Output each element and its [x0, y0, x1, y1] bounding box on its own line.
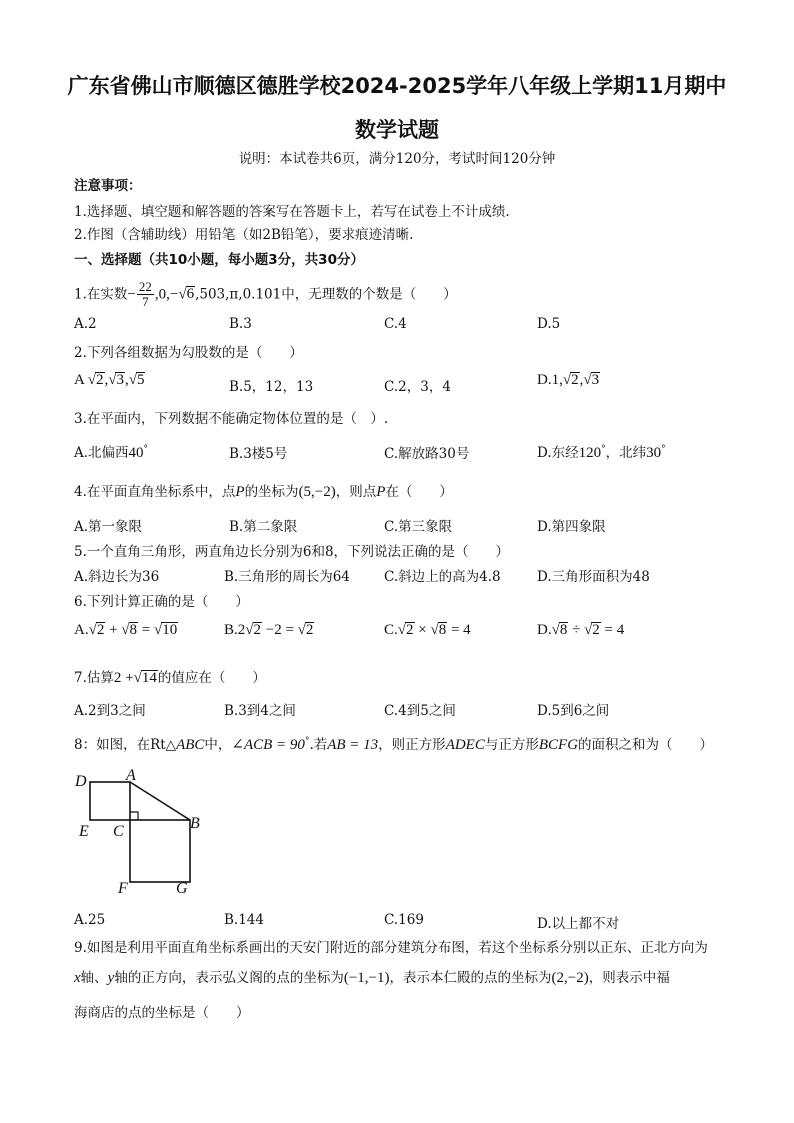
q6-b-label: B. — [224, 622, 238, 638]
q4-stem-a: 4.在平面直角坐标系中，点 — [74, 484, 236, 500]
q1-stem-text-c: ,503,π,0.101中，无理数的个数是（ ） — [195, 286, 457, 303]
q1-radicand: 6 — [186, 286, 195, 303]
q2-a-label: A — [74, 372, 85, 388]
q7-option-c[interactable]: C.4到5之间 — [384, 703, 456, 719]
q8-stem-e: 与正方形 — [484, 737, 539, 753]
q8-degree: ° — [304, 736, 310, 747]
q6-option-b[interactable]: B.2√2 −2 = √2 — [224, 622, 314, 638]
q6-c-rad-1: 2 — [406, 622, 414, 638]
q6-c-eq: = 4 — [450, 622, 471, 638]
notice-heading: 注意事项： — [74, 178, 142, 194]
q8-stem-f: 的面积之和为（ ） — [578, 737, 714, 753]
q1-minus: − — [127, 286, 136, 303]
q6-c-rad-2: 8 — [438, 622, 447, 638]
label-b: B — [190, 815, 200, 832]
q2-option-a[interactable]: A √2,√3,√5 — [74, 372, 145, 388]
q4-option-c[interactable]: C.第三象限 — [384, 519, 453, 535]
q8-square-1: ADEC — [445, 737, 485, 753]
q8-option-c[interactable]: C.169 — [384, 912, 424, 928]
q1-option-a[interactable]: A.2 — [74, 316, 97, 332]
question-6-stem: 6.下列计算正确的是（ ） — [74, 594, 249, 610]
q3-d-pre: D.东经 — [537, 445, 579, 461]
q8-angle: ∠ACB = 90 — [231, 737, 305, 753]
q6-d-eq: = 4 — [604, 622, 625, 638]
q9-y-axis: y — [107, 970, 115, 986]
q8-option-d[interactable]: D.以上都不对 — [537, 916, 620, 932]
q5-option-c[interactable]: C.斜边上的高为4.8 — [384, 569, 501, 585]
q3-d-degree-2: ° — [661, 444, 666, 455]
q6-d-label: D. — [537, 622, 552, 638]
q6-d-rad-1: 8 — [559, 622, 568, 638]
q5-option-b[interactable]: B.三角形的周长为64 — [224, 569, 350, 585]
q1-fraction — [137, 280, 154, 310]
label-e: E — [79, 823, 89, 840]
notice-item-2: 2.作图（含辅助线）用铅笔（如2B铅笔），要求痕迹清晰. — [74, 227, 414, 243]
q2-a-rad-1: 2 — [96, 372, 104, 388]
question-1-stem — [74, 280, 457, 310]
q6-d-op: ÷ — [572, 622, 581, 638]
q2-d-rad-1: 2 — [571, 372, 579, 388]
q6-b-rad-1: 2 — [253, 622, 261, 638]
label-a: A — [126, 767, 136, 784]
q2-option-d[interactable]: D.1,√2,√3 — [537, 372, 600, 388]
question-7-stem — [74, 666, 266, 687]
q6-a-rad-1: 2 — [96, 622, 105, 638]
q9-l2d: ，则表示中福 — [588, 970, 670, 986]
q9-l2b: 轴的正方向，表示弘义阁的点的坐标为 — [114, 970, 344, 986]
q7-sqrt-sign: √ — [133, 670, 142, 686]
q8-stem-c: .若 — [309, 737, 328, 753]
question-4-stem — [74, 480, 453, 501]
q4-option-a[interactable]: A.第一象限 — [74, 519, 143, 535]
q3-d-mid: ，北纬 — [605, 445, 647, 461]
q3-option-b[interactable]: B.3楼5号 — [229, 446, 288, 462]
q6-option-a[interactable]: A.√2 + √8 = √10 — [74, 622, 178, 638]
q4-point-p-2: P — [376, 484, 386, 500]
q3-d-value-2: 30 — [646, 445, 662, 461]
q6-b-pre: 2 — [237, 622, 246, 638]
question-3-stem: 3.在平面内，下列数据不能确定物体位置的是（ ）. — [74, 411, 389, 427]
question-9-line-1: 9.如图是利用平面直角坐标系画出的天安门附近的部分建筑分布图，若这个坐标系分别以正东、正北方向为 — [74, 940, 708, 956]
right-angle-mark — [130, 812, 138, 820]
q4-stem-d: 在（ ） — [385, 484, 453, 500]
q8-square-2: BCFG — [538, 737, 579, 753]
q6-a-rad-2: 8 — [129, 622, 138, 638]
label-c: C — [113, 823, 124, 840]
q4-coordinate: (5,−2) — [298, 484, 336, 500]
q9-l2a: 轴、 — [80, 970, 108, 986]
question-5-stem: 5.一个直角三角形，两直角边长分别为6和8，下列说法正确的是（ ） — [74, 544, 510, 560]
q1-stem-text-a: 1.在实数 — [74, 286, 128, 303]
q8-stem-a: 8：如图，在Rt△ — [74, 737, 177, 753]
label-f: F — [118, 880, 128, 897]
q5-option-d[interactable]: D.三角形面积为48 — [537, 569, 650, 585]
q1-frac-den: 7 — [142, 294, 149, 310]
q2-option-c[interactable]: C.2，3，4 — [384, 379, 451, 395]
q8-figure — [70, 762, 210, 902]
q6-b-op: −2 = — [265, 622, 294, 638]
exam-note: 说明：本试卷共6页，满分120分，考试时间120分钟 — [238, 151, 556, 167]
q1-sqrt-sign: √ — [178, 286, 187, 303]
q3-option-a[interactable] — [74, 441, 148, 462]
q2-option-b[interactable]: B.5，12，13 — [229, 379, 314, 395]
label-g: G — [176, 880, 188, 897]
q6-a-op: + — [109, 622, 118, 638]
q8-triangle: ABC — [176, 737, 205, 753]
q3-a-value: 40 — [128, 445, 144, 461]
q4-stem-c: ，则点 — [335, 484, 377, 500]
q3-d-degree-1: ° — [601, 444, 606, 455]
q4-option-d[interactable]: D.第四象限 — [537, 519, 606, 535]
question-2-stem: 2.下列各组数据为勾股数的是（ ） — [74, 345, 303, 361]
q7-option-a[interactable]: A.2到3之间 — [74, 703, 146, 719]
q7-option-b[interactable]: B.3到4之间 — [224, 703, 296, 719]
q1-option-b[interactable]: B.3 — [229, 316, 252, 332]
q8-option-a[interactable]: A.25 — [74, 912, 106, 928]
q6-a-rad-3: 10 — [162, 622, 178, 638]
q4-stem-b: 的坐标为 — [244, 484, 299, 500]
q3-a-pre: A.北偏西 — [74, 445, 129, 461]
square-adec — [90, 782, 130, 820]
q2-a-rad-2: 3 — [116, 372, 124, 388]
q6-d-rad-2: 2 — [592, 622, 600, 638]
q6-option-c[interactable]: C.√2 × √8 = 4 — [384, 622, 471, 638]
q8-ab-length: AB = 13 — [327, 737, 379, 753]
q3-a-degree: ° — [143, 444, 149, 455]
q6-option-d[interactable]: D.√8 ÷ √2 = 4 — [537, 622, 625, 638]
q6-b-rad-2: 2 — [305, 622, 314, 638]
q1-option-c[interactable]: C.4 — [384, 316, 407, 332]
label-d: D — [75, 773, 87, 790]
q1-option-d[interactable]: D.5 — [537, 316, 561, 332]
notice-item-1: 1.选择题、填空题和解答题的答案写在答题卡上，若写在试卷上不计成绩. — [74, 204, 510, 220]
q7-radicand: 14 — [141, 670, 157, 686]
q6-c-op: × — [418, 622, 427, 638]
q5-option-a[interactable]: A.斜边长为36 — [74, 569, 160, 585]
q4-option-b[interactable]: B.第二象限 — [229, 519, 298, 535]
question-9-line-3: 海商店的点的坐标是（ ） — [74, 1005, 250, 1021]
section-heading: 一、选择题（共10小题，每小题3分，共30分） — [74, 252, 364, 268]
q2-d-rad-2: 3 — [591, 372, 600, 388]
q8-stem-b: 中， — [204, 737, 232, 753]
q7-expr-pre: 2 + — [113, 670, 134, 686]
question-9-line-2 — [74, 966, 670, 987]
question-8-stem — [74, 733, 713, 754]
q2-a-rad-3: 5 — [136, 372, 145, 388]
square-bcfg — [130, 820, 190, 882]
q6-a-eq: = — [141, 622, 151, 638]
q7-stem-a: 7.估算 — [74, 670, 114, 686]
exam-title: 广东省佛山市顺德区德胜学校2024-2025学年八年级上学期11月期中 — [67, 74, 727, 98]
q6-a-label: A. — [74, 622, 89, 638]
exam-subject-title: 数学试题 — [355, 118, 439, 142]
q8-option-b[interactable]: B.144 — [224, 912, 264, 928]
q9-x-axis: x — [74, 970, 81, 986]
q4-point-p: P — [235, 484, 245, 500]
segment-ab — [130, 782, 190, 820]
q3-option-d[interactable] — [537, 441, 666, 462]
q2-d-label: D.1, — [537, 372, 563, 388]
q1-frac-num: 22 — [138, 279, 152, 294]
q6-c-label: C. — [384, 622, 398, 638]
q9-coord-1: (−1,−1) — [343, 970, 390, 986]
q9-coord-2: (2,−2) — [551, 970, 589, 986]
q7-stem-b: 的值应在（ ） — [157, 670, 266, 686]
q3-d-value-1: 120 — [578, 445, 602, 461]
q9-l2c: ，表示本仁殿的点的坐标为 — [389, 970, 552, 986]
q1-stem-text-b: ,0,− — [154, 286, 179, 303]
q3-option-c[interactable]: C.解放路30号 — [384, 446, 470, 462]
q7-option-d[interactable]: D.5到6之间 — [537, 703, 610, 719]
q8-stem-d: ，则正方形 — [378, 737, 446, 753]
